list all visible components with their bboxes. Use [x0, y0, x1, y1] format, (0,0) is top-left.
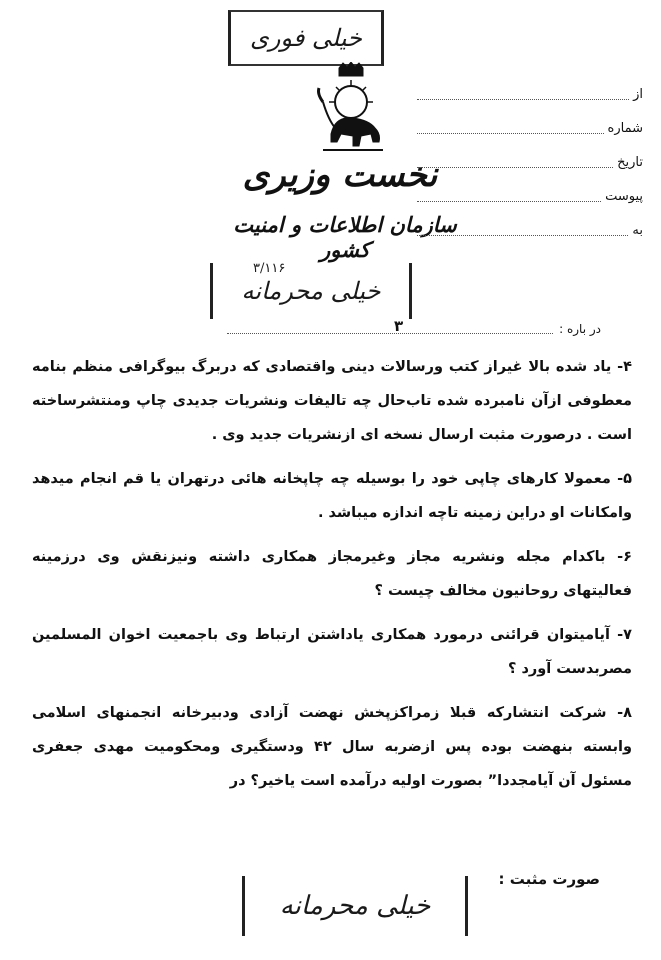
paragraph: ۵- معمولا کارهای چاپی خود را بوسیله چه چاپخانه هائی درتهران یا قم انجام میدهد وامکانات او دراین زمینه تاچه اندازه میباشد . [32, 471, 632, 521]
paragraph: ۷- آیامیتوان قرائنی درمورد همکاری یاداشتن ارتباط وی باجمعیت اخوان المسلمین مصربدست آورد ؟ [32, 627, 632, 677]
handwritten-number: ۳/۱۱۶ [253, 261, 286, 276]
field-number [413, 118, 643, 138]
confidential-stamp-text: خیلی محرمانه [241, 277, 381, 305]
confidential-stamp-bottom [242, 876, 468, 936]
paragraph: ۸- شرکت انتشارکه قبلا زمراکزپخش نهضت آزادی ودبیرخانه انجمنهای اسلامی وابسته بنهضت بوده پس ازضربه سال ۴۲ ودستگیری ومحکومیت مهدی جعفری مسئول آن آیامجددا” بصورت اولیه درآمده است یاخیر؟ در [32, 705, 632, 789]
subject-label: در باره : [559, 322, 601, 336]
field-from-label: از [633, 86, 643, 102]
field-date-label: تاریخ [617, 154, 643, 170]
confidential-stamp-bottom-text: خیلی محرمانه [279, 891, 431, 921]
urgent-stamp-text: خیلی فوری [250, 24, 362, 52]
urgent-stamp [228, 10, 384, 66]
organization-name: سازمان اطلاعات و امنیت کشور [233, 212, 457, 262]
field-attachment-label: پیوست [605, 188, 643, 204]
field-date [413, 152, 643, 172]
field-to-label: به [632, 222, 643, 238]
letter-body [32, 350, 632, 808]
subject-number: ۳ [393, 316, 404, 335]
paragraph: ۴- یاد شده بالا غیراز کتب ورسالات دینی واقتصادی که دربرگ بیوگرافی منظم بنامه معطوفی ازآن نامبرده شده تاب‌حال چه تالیفات ونشریات جدیدی چاپ ومنتشرساخته است . درصورت مثبت ارسال نسخه ای ازنشریات جدید وی . [32, 359, 632, 443]
confidential-stamp [210, 263, 412, 319]
paragraph: ۶- باکدام مجله ونشریه مجاز وغیرمجاز همکاری داشته ونیزنقش وی درزمینه فعالیتهای روحانیون مخالف چیست ؟ [32, 549, 632, 599]
field-number-label: شماره [607, 120, 643, 136]
subject-line [221, 316, 601, 336]
field-attachment [413, 186, 643, 206]
lion-and-sun-icon [303, 62, 398, 162]
ministry-title: نخست وزیری [242, 155, 438, 195]
field-from [413, 84, 643, 104]
closing-line: صورت مثبت : [498, 870, 600, 888]
field-to [413, 220, 643, 240]
